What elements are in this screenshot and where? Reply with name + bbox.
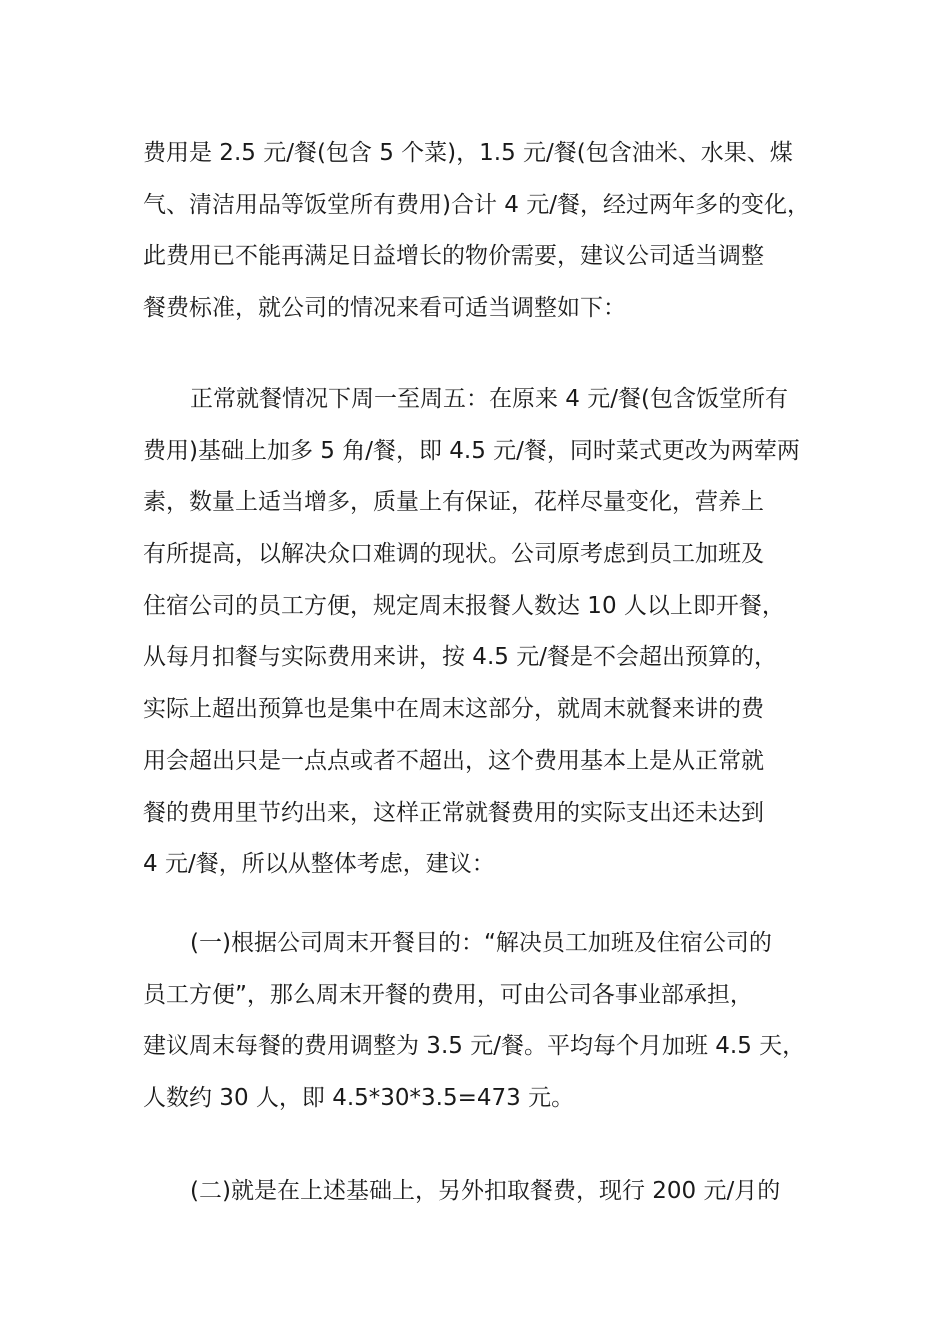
text-line: 人数约 30 人，即 4.5*30*3.5=473 元。 <box>143 1085 575 1112</box>
text-line: 从每月扣餐与实际费用来讲，按 4.5 元/餐是不会超出预算的， <box>143 644 777 671</box>
text-line: 费用)基础上加多 5 角/餐，即 4.5 元/餐，同时菜式更改为两荤两 <box>143 437 800 464</box>
text-line: 气、清洁用品等饭堂所有费用)合计 4 元/餐，经过两年多的变化， <box>143 191 810 218</box>
text-line: 费用是 2.5 元/餐(包含 5 个菜)，1.5 元/餐(包含油米、水果、煤 <box>143 140 793 166</box>
text-line: 有所提高，以解决众口难调的现状。公司原考虑到员工加班及 <box>143 541 764 568</box>
text-line: 用会超出只是一点点或者不超出，这个费用基本上是从正常就 <box>143 747 764 774</box>
text-line: 员工方便”，那么周末开餐的费用，可由公司各事业部承担， <box>143 981 753 1008</box>
text-line: 正常就餐情况下周一至周五：在原来 4 元/餐(包含饭堂所有 <box>190 386 788 412</box>
text-line: 实际上超出预算也是集中在周末这部分，就周末就餐来讲的费 <box>143 696 764 723</box>
text-line: 住宿公司的员工方便，规定周末报餐人数达 10 人以上即开餐， <box>143 592 785 619</box>
paragraph-1 <box>143 128 823 335</box>
paragraph-2 <box>143 374 823 891</box>
text-line: 4 元/餐，所以从整体考虑，建议： <box>143 851 495 878</box>
paragraph-4 <box>143 1166 823 1218</box>
text-line: 建议周末每餐的费用调整为 3.5 元/餐。平均每个月加班 4.5 天， <box>143 1033 806 1060</box>
text-line: 此费用已不能再满足日益增长的物价需要，建议公司适当调整 <box>143 243 764 270</box>
text-line: (一)根据公司周末开餐目的：“解决员工加班及住宿公司的 <box>190 930 772 956</box>
text-line: 餐的费用里节约出来，这样正常就餐费用的实际支出还未达到 <box>143 799 764 826</box>
text-line: 餐费标准，就公司的情况来看可适当调整如下： <box>143 295 626 322</box>
paragraph-3 <box>143 918 823 1125</box>
text-line: 素，数量上适当增多，质量上有保证，花样尽量变化，营养上 <box>143 489 764 516</box>
text-line: (二)就是在上述基础上，另外扣取餐费，现行 200 元/月的 <box>190 1178 781 1204</box>
